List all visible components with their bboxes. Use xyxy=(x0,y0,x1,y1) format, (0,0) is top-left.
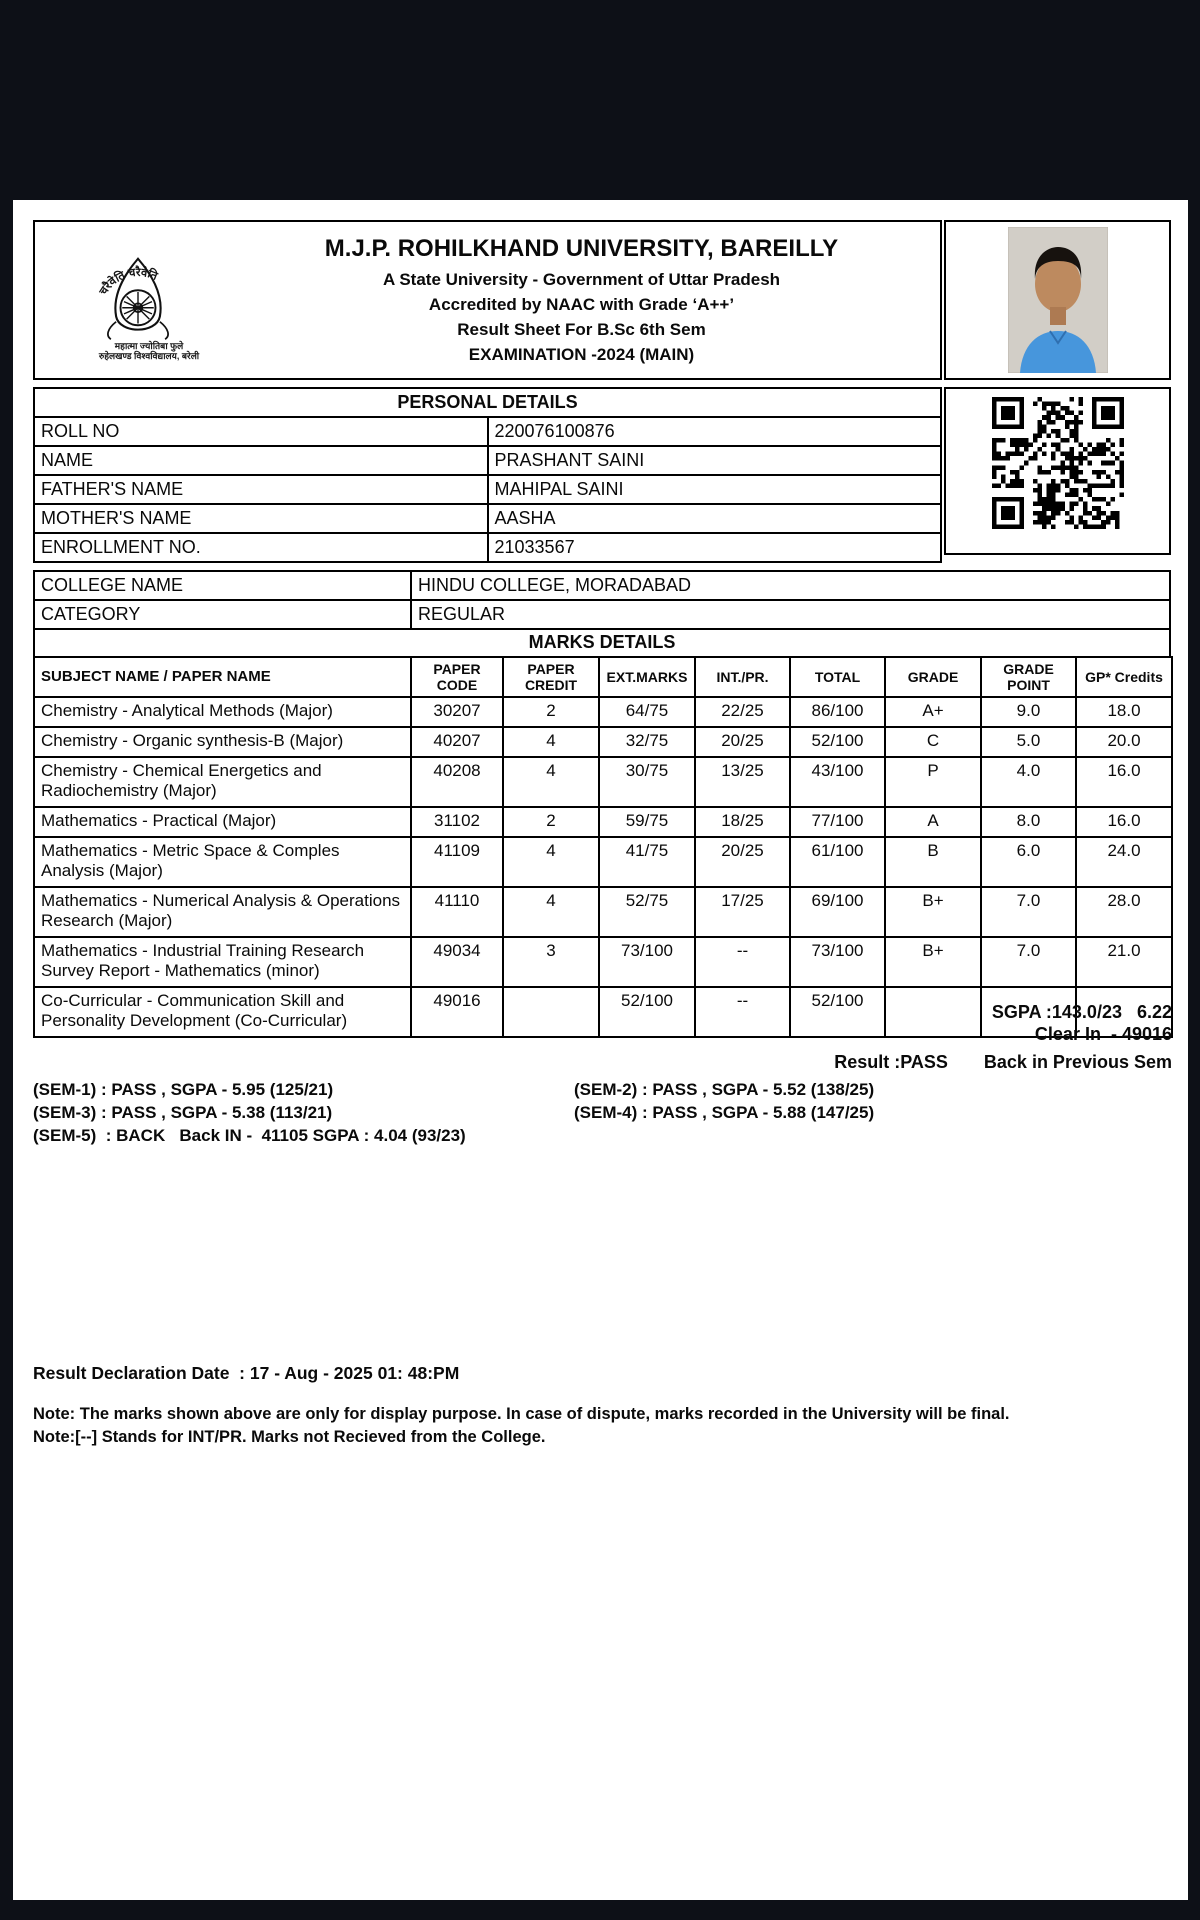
photo-box xyxy=(944,220,1171,380)
header-subtitle-3: Result Sheet For B.Sc 6th Sem xyxy=(457,320,706,339)
marks-cell: 8.0 xyxy=(981,807,1076,837)
marks-cell: 20/25 xyxy=(695,727,790,757)
marks-row xyxy=(34,887,1172,937)
personal-details-title: PERSONAL DETAILS xyxy=(34,388,941,417)
back-in-previous-sem: Back in Previous Sem xyxy=(983,1052,1172,1072)
logo-text-line2: रुहेलखण्ड विश्वविद्यालय, बरेली xyxy=(98,351,200,361)
personal-details-table xyxy=(33,387,942,563)
marks-cell: B xyxy=(885,837,981,887)
marks-cell: 32/75 xyxy=(599,727,695,757)
marks-cell xyxy=(885,987,981,1037)
personal-details-table-wide xyxy=(33,570,1171,630)
clear-in-line: Clear In - 49016 xyxy=(1034,1024,1172,1044)
marks-cell: 77/100 xyxy=(790,807,885,837)
marks-cell: 49034 xyxy=(411,937,503,987)
marks-cell: Mathematics - Practical (Major) xyxy=(34,807,411,837)
personal-label: ENROLLMENT NO. xyxy=(34,533,488,562)
header-box xyxy=(33,220,942,380)
marks-cell: Chemistry - Chemical Energetics and Radiochemistry (Major) xyxy=(34,757,411,807)
marks-cell: Chemistry - Organic synthesis-B (Major) xyxy=(34,727,411,757)
marks-cell: -- xyxy=(695,937,790,987)
marks-cell: 86/100 xyxy=(790,697,885,727)
result-status: Result :PASS xyxy=(834,1052,948,1072)
marks-cell: B+ xyxy=(885,887,981,937)
personal-label: NAME xyxy=(34,446,488,475)
sgpa-line: SGPA :143.0/23 6.22 xyxy=(991,1002,1172,1022)
logo-text-line1: महात्मा ज्योतिबा फुले xyxy=(114,341,184,351)
marks-cell: 7.0 xyxy=(981,937,1076,987)
personal-row xyxy=(34,417,941,446)
note-display-purpose: Note: The marks shown above are only for display purpose. In case of dispute, marks recorded in the University will be final. xyxy=(33,1405,1010,1423)
marks-cell: 4.0 xyxy=(981,757,1076,807)
semester-summary-left xyxy=(33,1078,574,1147)
marks-cell: -- xyxy=(695,987,790,1037)
note-int-pr: Note:[--] Stands for INT/PR. Marks not Recieved from the College. xyxy=(33,1428,546,1446)
marks-cell: 7.0 xyxy=(981,887,1076,937)
marks-cell: Co-Curricular - Communication Skill and Personality Development (Co-Curricular) xyxy=(34,987,411,1037)
semester-result: (SEM-2) : PASS , SGPA - 5.52 (138/25) xyxy=(574,1080,875,1099)
semester-summary-right xyxy=(574,1078,874,1147)
marks-cell: 5.0 xyxy=(981,727,1076,757)
personal-row xyxy=(34,533,941,562)
student-photo xyxy=(1008,227,1108,373)
personal-label: CATEGORY xyxy=(34,600,411,629)
marks-cell: B+ xyxy=(885,937,981,987)
marks-cell: 6.0 xyxy=(981,837,1076,887)
personal-value: AASHA xyxy=(488,504,942,533)
marks-table xyxy=(33,656,1173,1038)
personal-label: FATHER'S NAME xyxy=(34,475,488,504)
marks-row xyxy=(34,937,1172,987)
marks-cell: 30207 xyxy=(411,697,503,727)
marks-cell: Mathematics - Industrial Training Research Survey Report - Mathematics (minor) xyxy=(34,937,411,987)
personal-value: MAHIPAL SAINI xyxy=(488,475,942,504)
marks-details-title: MARKS DETAILS xyxy=(33,628,1171,658)
marks-cell: 73/100 xyxy=(790,937,885,987)
marks-cell: 52/75 xyxy=(599,887,695,937)
personal-label: ROLL NO xyxy=(34,417,488,446)
personal-row xyxy=(34,475,941,504)
marks-cell: 4 xyxy=(503,837,599,887)
personal-value: PRASHANT SAINI xyxy=(488,446,942,475)
logo-arc-text: चरैवेति चरैवेति xyxy=(97,266,159,298)
result-sheet-page xyxy=(13,200,1188,1900)
personal-row xyxy=(34,446,941,475)
header-subtitle-2: Accredited by NAAC with Grade ‘A++’ xyxy=(428,295,735,314)
qr-code-icon xyxy=(992,397,1124,529)
marks-cell: 52/100 xyxy=(599,987,695,1037)
marks-column-header: PAPER CREDIT xyxy=(503,657,599,697)
marks-row xyxy=(34,727,1172,757)
marks-cell: 73/100 xyxy=(599,937,695,987)
marks-cell: P xyxy=(885,757,981,807)
marks-header-row xyxy=(34,657,1172,697)
marks-cell: 13/25 xyxy=(695,757,790,807)
marks-cell: Mathematics - Numerical Analysis & Operations Research (Major) xyxy=(34,887,411,937)
marks-cell xyxy=(503,987,599,1037)
marks-cell: 40208 xyxy=(411,757,503,807)
result-line xyxy=(834,1052,1172,1073)
personal-row xyxy=(34,504,941,533)
marks-cell: 28.0 xyxy=(1076,887,1172,937)
marks-cell: A xyxy=(885,807,981,837)
marks-cell: 43/100 xyxy=(790,757,885,807)
qr-box xyxy=(944,387,1171,555)
header-subtitle-4: EXAMINATION -2024 (MAIN) xyxy=(468,345,695,364)
marks-cell: 4 xyxy=(503,727,599,757)
marks-column-header: GRADE POINT xyxy=(981,657,1076,697)
marks-cell: 41/75 xyxy=(599,837,695,887)
marks-cell: C xyxy=(885,727,981,757)
marks-cell: 30/75 xyxy=(599,757,695,807)
marks-cell: 40207 xyxy=(411,727,503,757)
marks-cell: 52/100 xyxy=(790,987,885,1037)
marks-column-header: EXT.MARKS xyxy=(599,657,695,697)
marks-cell: A+ xyxy=(885,697,981,727)
marks-cell: 4 xyxy=(503,887,599,937)
semester-result: (SEM-4) : PASS , SGPA - 5.88 (147/25) xyxy=(574,1103,875,1122)
personal-label: MOTHER'S NAME xyxy=(34,504,488,533)
header-titles xyxy=(231,235,940,365)
header-subtitle-1: A State University - Government of Uttar Pradesh xyxy=(382,270,781,289)
university-logo xyxy=(35,239,231,361)
personal-value: 21033567 xyxy=(488,533,942,562)
marks-cell: 4 xyxy=(503,757,599,807)
marks-cell: 59/75 xyxy=(599,807,695,837)
semester-result: (SEM-5) : BACK Back IN - 41105 SGPA : 4.04 (93/23) xyxy=(33,1126,466,1145)
semester-result: (SEM-3) : PASS , SGPA - 5.38 (113/21) xyxy=(33,1103,333,1122)
marks-cell: 20.0 xyxy=(1076,727,1172,757)
marks-cell: 16.0 xyxy=(1076,757,1172,807)
marks-column-header: TOTAL xyxy=(790,657,885,697)
marks-cell: 16.0 xyxy=(1076,807,1172,837)
marks-cell: Mathematics - Metric Space & Comples Analysis (Major) xyxy=(34,837,411,887)
marks-cell: 22/25 xyxy=(695,697,790,727)
marks-column-header: INT./PR. xyxy=(695,657,790,697)
marks-row xyxy=(34,757,1172,807)
personal-row xyxy=(34,600,1170,629)
marks-cell: 18/25 xyxy=(695,807,790,837)
marks-cell: 24.0 xyxy=(1076,837,1172,887)
personal-title-row xyxy=(34,388,941,417)
marks-cell: 2 xyxy=(503,697,599,727)
semester-result: (SEM-1) : PASS , SGPA - 5.95 (125/21) xyxy=(33,1080,334,1099)
marks-cell: 18.0 xyxy=(1076,697,1172,727)
marks-column-header: SUBJECT NAME / PAPER NAME xyxy=(34,657,411,697)
personal-row xyxy=(34,571,1170,600)
marks-cell: 3 xyxy=(503,937,599,987)
marks-cell: 21.0 xyxy=(1076,937,1172,987)
marks-cell: 52/100 xyxy=(790,727,885,757)
marks-cell: 17/25 xyxy=(695,887,790,937)
marks-column-header: PAPER CODE xyxy=(411,657,503,697)
marks-cell: 9.0 xyxy=(981,697,1076,727)
marks-cell: 61/100 xyxy=(790,837,885,887)
marks-cell: Chemistry - Analytical Methods (Major) xyxy=(34,697,411,727)
university-title: M.J.P. ROHILKHAND UNIVERSITY, BAREILLY xyxy=(324,235,839,262)
marks-cell: 41109 xyxy=(411,837,503,887)
marks-cell: 69/100 xyxy=(790,887,885,937)
personal-value: REGULAR xyxy=(411,600,1170,629)
result-declaration-date: Result Declaration Date : 17 - Aug - 2025 01: 48:PM xyxy=(33,1363,460,1383)
marks-column-header: GRADE xyxy=(885,657,981,697)
marks-cell: 41110 xyxy=(411,887,503,937)
personal-value: HINDU COLLEGE, MORADABAD xyxy=(411,571,1170,600)
marks-row xyxy=(34,837,1172,887)
marks-column-header: GP* Credits xyxy=(1076,657,1172,697)
marks-cell: 64/75 xyxy=(599,697,695,727)
marks-row xyxy=(34,697,1172,727)
marks-row xyxy=(34,807,1172,837)
university-emblem-icon xyxy=(79,243,197,341)
marks-cell: 31102 xyxy=(411,807,503,837)
marks-cell: 49016 xyxy=(411,987,503,1037)
semester-summary xyxy=(33,1078,1171,1147)
personal-value: 220076100876 xyxy=(488,417,942,446)
personal-label: COLLEGE NAME xyxy=(34,571,411,600)
marks-cell: 20/25 xyxy=(695,837,790,887)
marks-cell: 2 xyxy=(503,807,599,837)
